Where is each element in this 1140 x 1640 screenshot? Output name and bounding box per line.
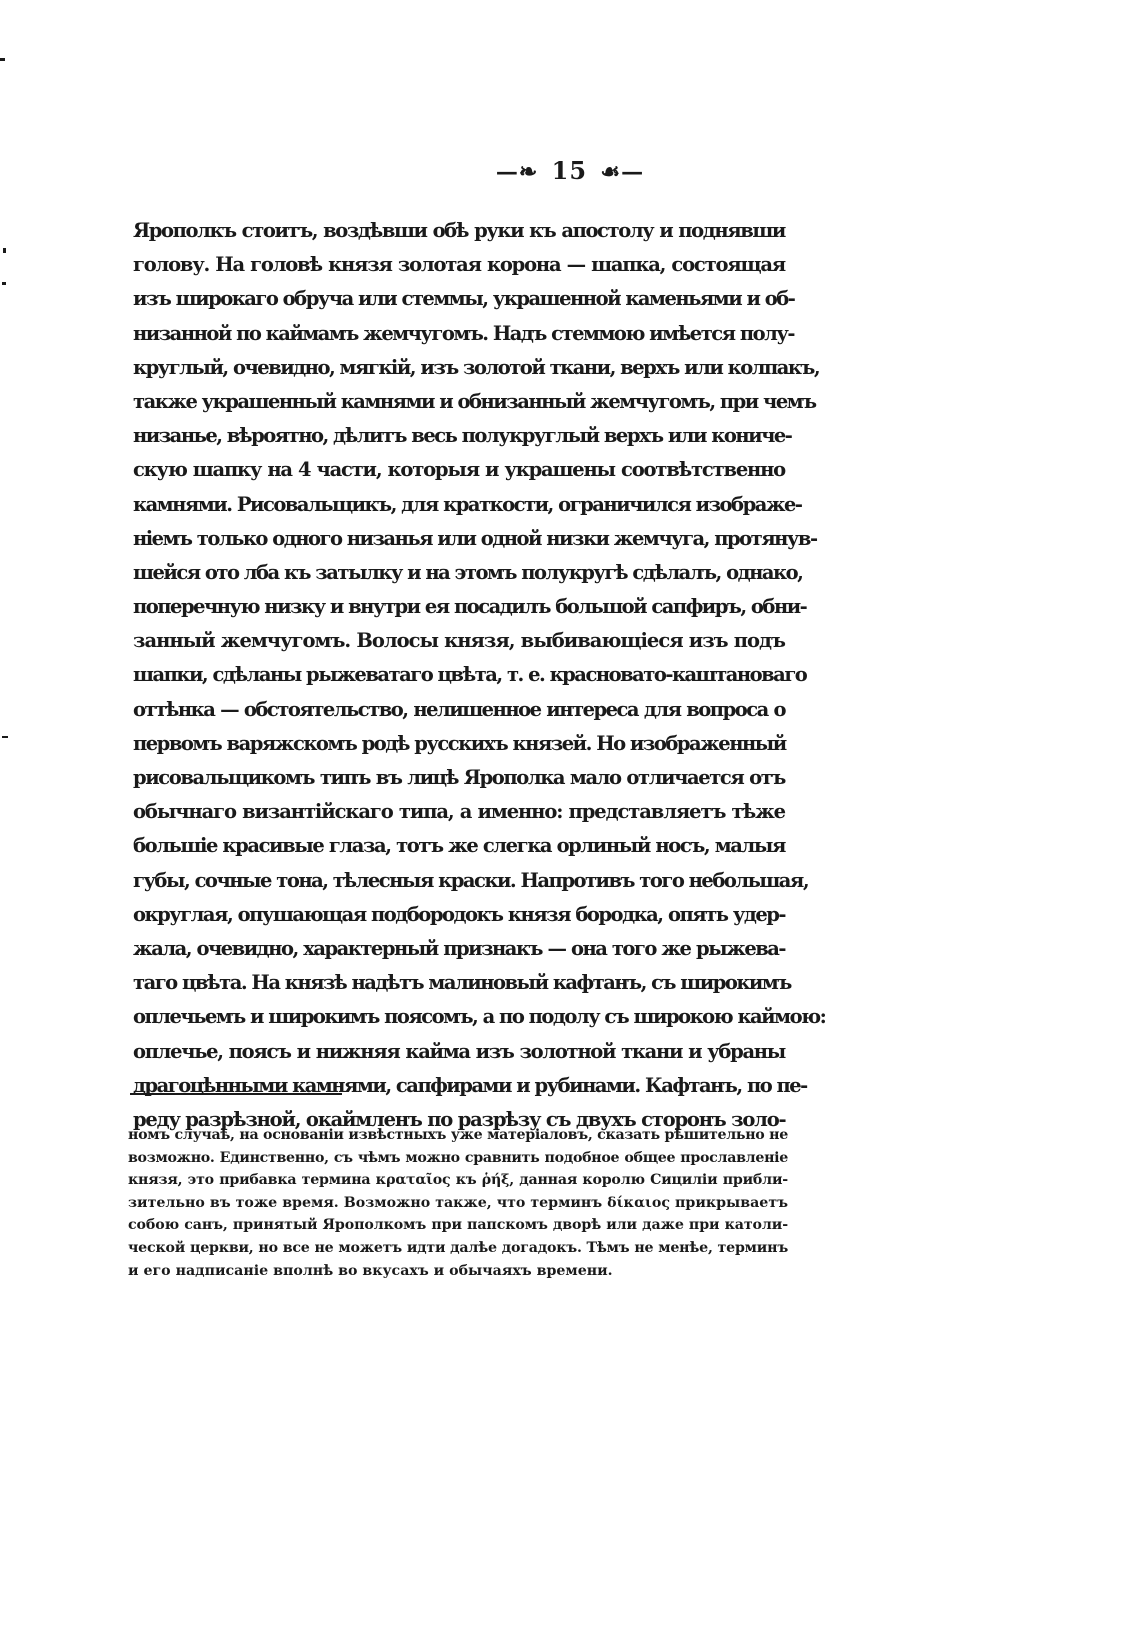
text-line: низанье, вѣроятно, дѣлитъ весь полукруглый верхъ или кониче- — [133, 424, 792, 448]
text-line: занный жемчугомъ. Волосы князя, выбивающіеся изъ подъ — [133, 629, 785, 653]
text-line: первомъ варяжскомъ родѣ русскихъ князей. Но изображенный — [133, 731, 786, 755]
footnote-line: номъ случаѣ, на основаніи извѣстныхъ уже матеріаловъ, сказать рѣшительно не — [128, 1127, 788, 1143]
footnote-line: и его надписаніе вполнѣ во вкусахъ и обычаяхъ времени. — [128, 1262, 613, 1279]
text-line: ніемъ только одного низанья или одной низки жемчуга, протянув- — [133, 526, 817, 550]
footnote-line: возможно. Единственно, съ чѣмъ можно сравнить подобное общее прославленіе — [128, 1149, 788, 1166]
text-line: шейся ото лба къ затылку и на этомъ полукругѣ сдѣлалъ, однако, — [133, 560, 803, 584]
text-line: рисовальщикомъ типъ въ лицѣ Ярополка мало отличается отъ — [133, 766, 785, 789]
text-line: таго цвѣта. На князѣ надѣтъ малиновый кафтанъ, съ широкимъ — [133, 971, 791, 995]
text-line: губы, сочные тона, тѣлесныя краски. Напротивъ того небольшая, — [133, 868, 809, 892]
page-number: 15 — [551, 156, 588, 185]
text-line: жала, очевидно, характерный признакъ — она того же рыжева- — [133, 936, 785, 960]
scan-speck — [2, 736, 8, 738]
footnote-line: князя, это прибавка термина κραταῖος къ ῥήξ, данная королю Сициліи прибли- — [128, 1172, 788, 1189]
body-text — [133, 214, 826, 1137]
text-line: Ярополкъ стоитъ, воздѣвши обѣ руки къ апостолу и поднявши — [133, 219, 785, 242]
footnote-line: ческой церкви, но все не можетъ идти далѣе догадокъ. Тѣмъ не менѣе, терминъ — [128, 1239, 788, 1256]
page-header — [0, 156, 1140, 185]
text-line: камнями. Рисовальщикъ, для краткости, ограничился изображе- — [133, 492, 802, 516]
footnote — [128, 1124, 788, 1282]
text-line: большіе красивые глаза, тотъ же слегка орлиный носъ, малыя — [133, 834, 785, 858]
text-line: голову. На головѣ князя золотая корона — шапка, состоящая — [133, 253, 785, 277]
text-line: поперечную низку и внутри ея посадилъ большой сапфиръ, обни- — [133, 595, 807, 619]
text-line: также украшенный камнями и обнизанный жемчугомъ, при чемъ — [133, 389, 816, 413]
text-line: скую шапку на 4 части, которыя и украшены соотвѣтственно — [133, 458, 785, 482]
text-line: обычнаго византійскаго типа, а именно: представляетъ тѣже — [133, 800, 785, 824]
text-line: реду разрѣзной, окаймленъ по разрѣзу съ двухъ сторонъ золо- — [133, 1107, 786, 1131]
text-line: оттѣнка — обстоятельство, нелишенное интереса для вопроса о — [133, 697, 785, 721]
ornament-right-icon: ☙— — [600, 159, 645, 185]
footnote-line: зительно въ тоже время. Возможно также, что терминъ δίκαιος прикрываетъ — [128, 1194, 788, 1211]
text-line: оплечьемъ и широкимъ поясомъ, а по подолу съ широкою каймою: — [133, 1005, 826, 1029]
footnote-divider — [130, 1093, 342, 1095]
scan-speck — [3, 248, 6, 253]
ornament-left-icon: —❧ — [495, 159, 539, 185]
text-line: круглый, очевидно, мягкій, изъ золотой ткани, верхъ или колпакъ, — [133, 355, 820, 379]
text-line: оплечье, поясъ и нижняя кайма изъ золотной ткани и убраны — [133, 1039, 785, 1063]
scan-speck — [2, 282, 6, 285]
scan-speck — [0, 58, 5, 61]
footnote-line: собою санъ, принятый Ярополкомъ при папскомъ дворѣ или даже при католи- — [128, 1217, 788, 1234]
text-line: шапки, сдѣланы рыжеватаго цвѣта, т. е. красновато-каштановаго — [133, 663, 807, 687]
text-line: низанной по каймамъ жемчугомъ. Надъ стеммою имѣется полу- — [133, 321, 794, 345]
text-line: драгоцѣнными камнями, сапфирами и рубинами. Кафтанъ, по пе- — [133, 1073, 807, 1097]
text-line: изъ широкаго обруча или стеммы, украшенной каменьями и об- — [133, 287, 795, 311]
text-line: округлая, опушающая подбородокъ князя бородка, опять удер- — [133, 902, 785, 926]
